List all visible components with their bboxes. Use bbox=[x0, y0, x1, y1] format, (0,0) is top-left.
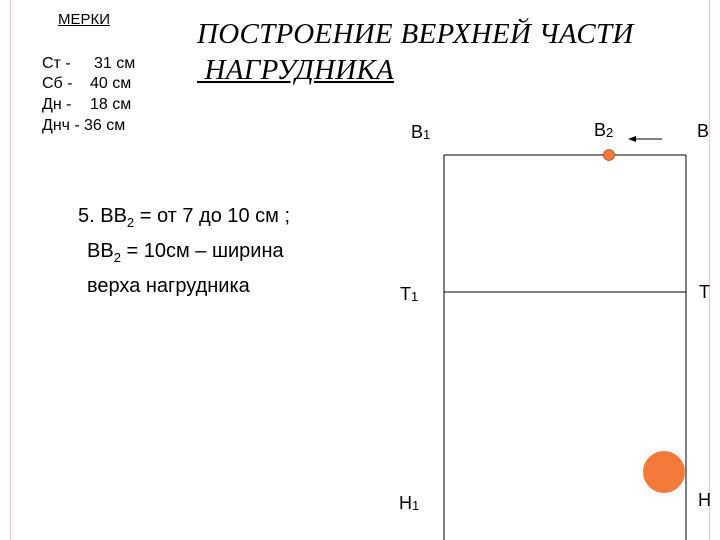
measurement-label: Ст - bbox=[42, 55, 71, 72]
measurement-label: Дн - bbox=[42, 96, 72, 113]
step-line-2: $ВВ_2 = 10см$ – ширина bbox=[87, 240, 284, 265]
decorative-orange-circle bbox=[643, 451, 685, 493]
label-t: Т bbox=[699, 282, 710, 302]
measurement-label: Днч - bbox=[42, 117, 80, 134]
measurements-title: МЕРКИ bbox=[58, 11, 111, 28]
label-t1: $Т_1$ bbox=[400, 284, 419, 304]
label-n1: $Н_1$ bbox=[399, 493, 420, 513]
point-b2-dot bbox=[604, 150, 615, 161]
measurement-label: Сб - bbox=[42, 75, 73, 92]
measurement-value: 40 см bbox=[90, 75, 132, 92]
measurement-value: 31 см bbox=[94, 55, 136, 72]
label-n: Н bbox=[698, 490, 711, 510]
step-line-1: 5. $ВВ_2$ = от 7 до 10 см ; bbox=[78, 205, 291, 230]
measurement-value: 18 см bbox=[90, 96, 132, 113]
arrow-head-icon bbox=[628, 136, 636, 142]
page-title-line-1: ПОСТРОЕНИЕ ВЕРХНЕЙ ЧАСТИ bbox=[197, 18, 634, 50]
page-title-line-2: НАГРУДНИКА bbox=[197, 54, 395, 86]
label-b2: $В_2$ bbox=[594, 120, 614, 140]
label-b1: $В_1$ bbox=[411, 122, 431, 142]
label-b: В bbox=[697, 121, 710, 141]
step-line-3: верха нагрудника bbox=[87, 275, 250, 297]
measurement-value: 36 см bbox=[84, 117, 126, 134]
